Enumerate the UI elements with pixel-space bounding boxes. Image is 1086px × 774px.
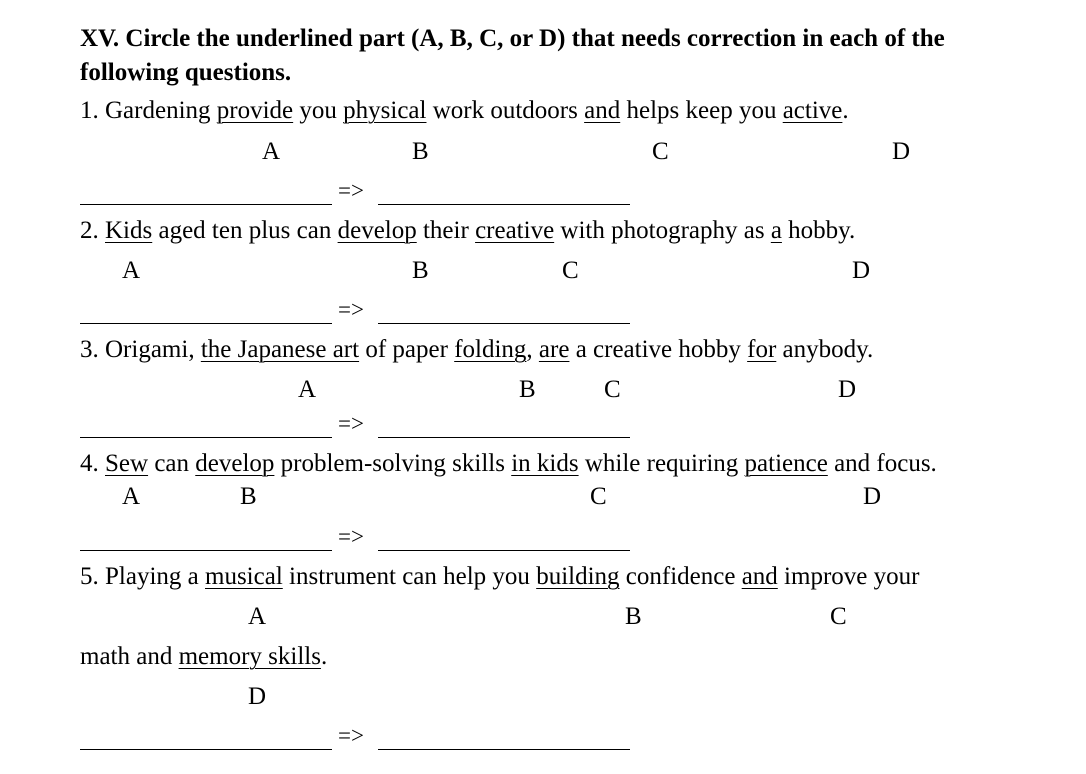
q2-answer-blank-wrong[interactable]	[80, 323, 332, 324]
sentence-text: math and	[80, 643, 179, 670]
q5-answer-blank-correct[interactable]	[378, 749, 630, 750]
underlined-option[interactable]: Kids	[105, 217, 153, 244]
underlined-option[interactable]: are	[538, 336, 570, 363]
sentence-text: 2.	[80, 217, 105, 244]
sentence-text: with photography as	[554, 217, 771, 244]
underlined-option[interactable]: memory skills	[178, 643, 321, 670]
underlined-option[interactable]: musical	[205, 563, 283, 590]
q5-option-a-label: A	[248, 603, 267, 630]
q4-option-b-label: B	[240, 483, 257, 510]
q3-option-b-label: B	[519, 376, 536, 403]
underlined-option[interactable]: a	[770, 217, 782, 244]
q4-answer-blank-correct[interactable]	[378, 550, 630, 551]
sentence-text: work outdoors	[426, 97, 585, 124]
sentence-text: instrument can help you	[282, 563, 537, 590]
sentence-text: 4.	[80, 450, 105, 477]
underlined-option[interactable]: develop	[337, 217, 417, 244]
sentence-text: .	[842, 97, 849, 124]
q4-option-c-label: C	[590, 483, 607, 510]
sentence-text: 3. Origami,	[80, 336, 201, 363]
underlined-option[interactable]: folding	[454, 336, 527, 363]
q2-arrow: =>	[338, 297, 364, 322]
q1-option-c-label: C	[652, 138, 669, 165]
sentence-text: hobby.	[781, 217, 856, 244]
q3-option-a-label: A	[298, 376, 317, 403]
question-4-sentence	[80, 449, 937, 479]
q5-option-c-label: C	[830, 603, 847, 630]
question-5-sentence-line-2	[80, 642, 327, 672]
sentence-text: a creative hobby	[569, 336, 748, 363]
underlined-option[interactable]: provide	[216, 97, 294, 124]
underlined-option[interactable]: the Japanese art	[200, 336, 360, 363]
underlined-option[interactable]: for	[747, 336, 777, 363]
sentence-text: improve your	[777, 563, 920, 590]
sentence-text: 1. Gardening	[80, 97, 217, 124]
q2-option-b-label: B	[412, 257, 429, 284]
q5-arrow: =>	[338, 723, 364, 748]
q1-option-a-label: A	[262, 138, 281, 165]
q3-option-d-label: D	[838, 376, 857, 403]
sentence-text: aged ten plus can	[152, 217, 338, 244]
sentence-text: their	[416, 217, 476, 244]
sentence-text: problem-solving skills	[274, 450, 512, 477]
q3-option-c-label: C	[604, 376, 621, 403]
underlined-option[interactable]: and	[741, 563, 778, 590]
q2-option-c-label: C	[562, 257, 579, 284]
sentence-text: of paper	[359, 336, 455, 363]
q1-arrow: =>	[338, 178, 364, 203]
underlined-option[interactable]: in kids	[511, 450, 579, 477]
sentence-text: ,	[526, 336, 539, 363]
sentence-text: .	[320, 643, 328, 670]
q2-option-d-label: D	[852, 257, 871, 284]
q4-option-a-label: A	[122, 483, 141, 510]
q2-option-a-label: A	[122, 257, 141, 284]
q1-option-b-label: B	[412, 138, 429, 165]
q1-option-d-label: D	[892, 138, 911, 165]
underlined-option[interactable]: active	[782, 97, 843, 124]
q3-answer-blank-correct[interactable]	[378, 437, 630, 438]
underlined-option[interactable]: develop	[195, 450, 275, 477]
question-2-sentence	[80, 216, 855, 246]
q4-option-d-label: D	[863, 483, 882, 510]
instruction-line-2: following questions.	[80, 59, 292, 86]
q3-arrow: =>	[338, 411, 364, 436]
underlined-option[interactable]: physical	[343, 97, 427, 124]
underlined-option[interactable]: patience	[744, 450, 828, 477]
q2-answer-blank-correct[interactable]	[378, 323, 630, 324]
question-3-sentence	[80, 335, 873, 365]
underlined-option[interactable]: creative	[475, 217, 555, 244]
instruction-line-1: XV. Circle the underlined part (A, B, C, or D) that needs correction in each of the	[80, 25, 945, 52]
q4-answer-blank-wrong[interactable]	[80, 550, 332, 551]
q5-option-b-label: B	[625, 603, 642, 630]
question-1-sentence	[80, 96, 849, 126]
sentence-text: helps keep you	[620, 97, 783, 124]
q5-option-d-label: D	[248, 683, 267, 710]
underlined-option[interactable]: and	[584, 97, 621, 124]
sentence-text: and focus.	[827, 450, 937, 477]
question-5-sentence-line-1	[80, 562, 919, 592]
sentence-text: confidence	[619, 563, 742, 590]
sentence-text: can	[148, 450, 196, 477]
sentence-text: you	[293, 97, 344, 124]
sentence-text: anybody.	[776, 336, 874, 363]
q4-arrow: =>	[338, 524, 364, 549]
underlined-option[interactable]: Sew	[105, 450, 149, 477]
q1-answer-blank-correct[interactable]	[378, 204, 630, 205]
q1-answer-blank-wrong[interactable]	[80, 204, 332, 205]
sentence-text: 5. Playing a	[80, 563, 205, 590]
q3-answer-blank-wrong[interactable]	[80, 437, 332, 438]
sentence-text: while requiring	[578, 450, 745, 477]
underlined-option[interactable]: building	[536, 563, 620, 590]
q5-answer-blank-wrong[interactable]	[80, 749, 332, 750]
